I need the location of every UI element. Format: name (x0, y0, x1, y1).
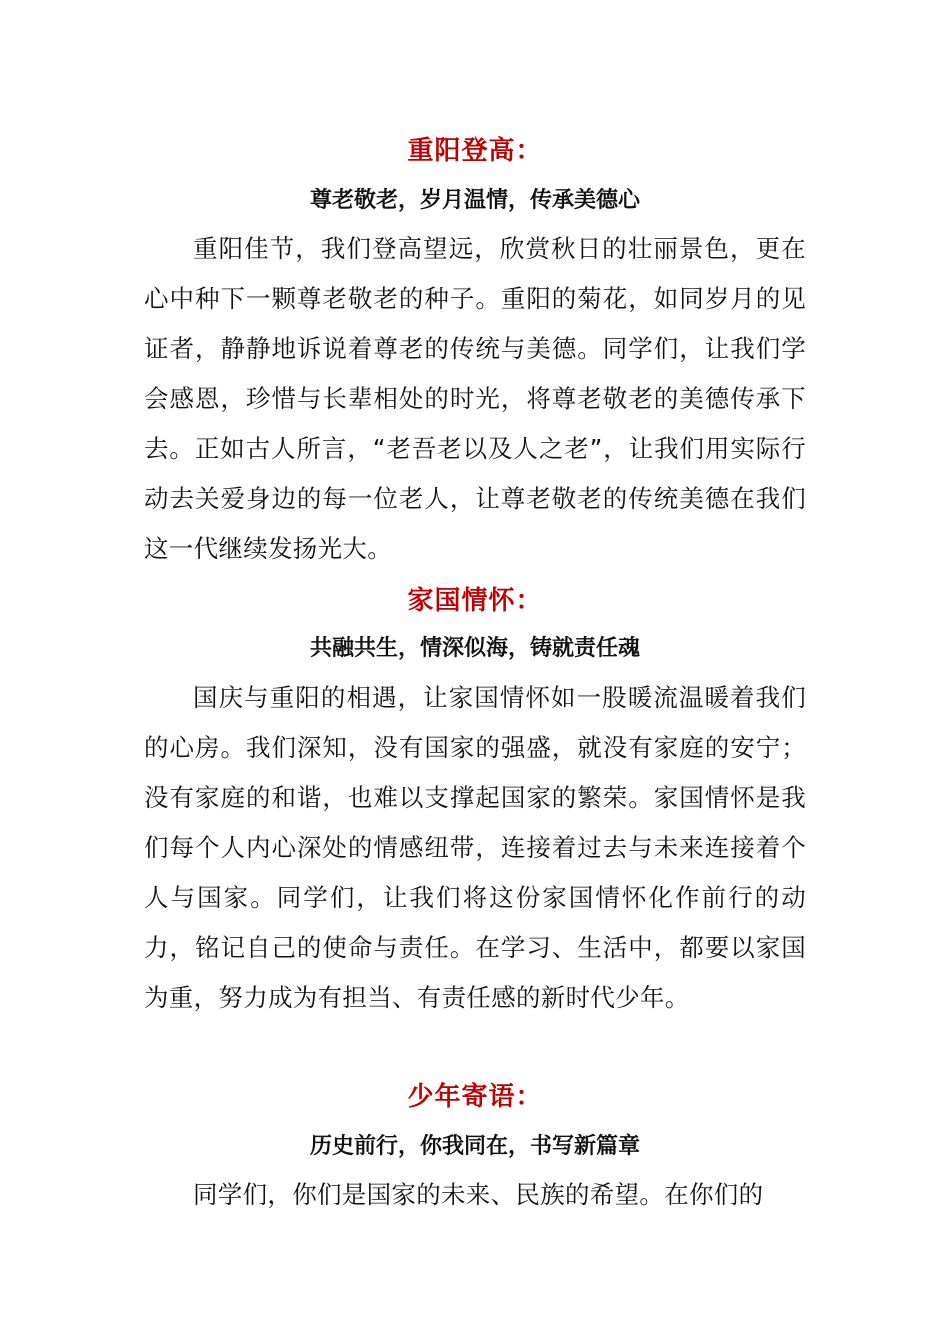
section-subtitle-shaonian: 历史前行，你我同在，书写新篇章 (309, 1134, 640, 1159)
section-title-jiaguo: 家国情怀： (407, 586, 543, 616)
section-subtitle-chongyang: 尊老敬老，岁月温情，传承美德心 (309, 188, 640, 213)
section-title-chongyang: 重阳登高： (407, 136, 543, 166)
section-paragraph-chongyang: 重阳佳节，我们登高望远，欣赏秋日的壮丽景色，更在心中种下一颗尊老敬老的种子。重阳的菊花，如同岁月的见证者，静静地诉说着尊老的传统与美德。同学们，让我们学会感恩，珍惜与长辈相处的时光，将尊老敬老的美德传承下去。正如古人所言，“老吾老以及人之老”，让我们用实际行动去关爱身边的每一位老人，让尊老敬老的传统美德在我们这一代继续发扬光大。 (144, 234, 806, 563)
section-title-shaonian: 少年寄语： (407, 1082, 543, 1112)
section-subtitle-jiaguo: 共融共生，情深似海，铸就责任魂 (309, 636, 640, 661)
section-paragraph-jiaguo: 国庆与重阳的相遇，让家国情怀如一股暖流温暖着我们的心房。我们深知，没有国家的强盛，就没有家庭的安宁；没有家庭的和谐，也难以支撑起国家的繁荣。家国情怀是我们每个人内心深处的情感纽带，连接着过去与未来连接着个人与国家。同学们，让我们将这份家国情怀化作前行的动力，铭记自己的使命与责任。在学习、生活中，都要以家国为重，努力成为有担当、有责任感的新时代少年。 (144, 683, 806, 1012)
section-paragraph-shaonian: 同学们，你们是国家的未来、民族的希望。在你们的 (193, 1180, 764, 1209)
